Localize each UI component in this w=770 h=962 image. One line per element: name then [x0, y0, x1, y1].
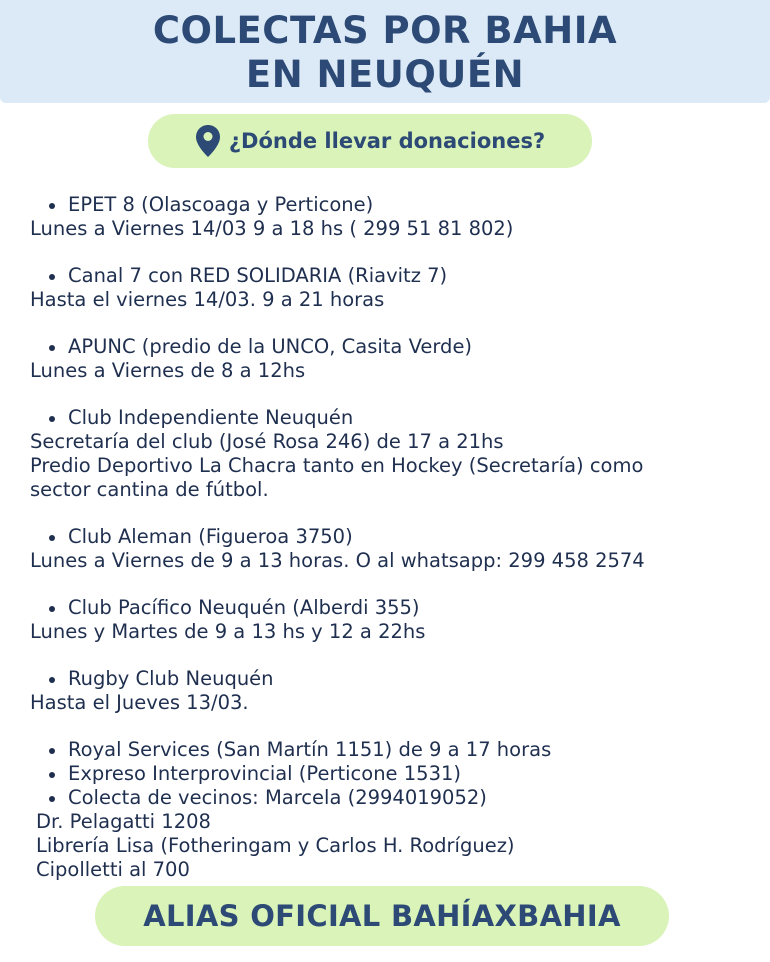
location-detail: Lunes a Viernes de 9 a 13 horas. O al whatsapp: 299 458 2574 [30, 549, 645, 572]
location-detail: Predio Deportivo La Chacra tanto en Hockey (Secretaría) como [30, 454, 644, 477]
location-detail: Secretaría del club (José Rosa 246) de 17 a 21hs [30, 430, 504, 453]
location-detail: Lunes y Martes de 9 a 13 hs y 12 a 22hs [30, 620, 426, 643]
location-item [30, 525, 750, 573]
location-name: Club Aleman (Figueroa 3750) [30, 525, 750, 549]
location-detail: Cipolletti al 700 [36, 858, 190, 881]
location-item [30, 596, 750, 644]
location-item [30, 264, 750, 312]
location-detail: Lunes a Viernes de 8 a 12hs [30, 359, 306, 382]
location-item [30, 335, 750, 383]
alias-banner [95, 886, 669, 946]
page-title-line-2: EN NEUQUÉN [245, 53, 525, 96]
location-name: Canal 7 con RED SOLIDARIA (Riavitz 7) [30, 264, 750, 288]
location-name: Club Pacífico Neuquén (Alberdi 355) [30, 596, 750, 620]
location-item [30, 667, 750, 715]
location-name: Colecta de vecinos: Marcela (2994019052) [30, 786, 750, 810]
location-name: APUNC (predio de la UNCO, Casita Verde) [30, 335, 750, 359]
final-group [30, 738, 750, 882]
location-name: Royal Services (San Martín 1151) de 9 a 17 horas [30, 738, 750, 762]
location-detail: Dr. Pelagatti 1208 [36, 810, 211, 833]
location-detail: Librería Lisa (Fotheringam y Carlos H. Rodríguez) [36, 834, 515, 857]
location-detail: sector cantina de fútbol. [30, 478, 269, 501]
header-banner [0, 0, 770, 103]
location-name: EPET 8 (Olascoaga y Perticone) [30, 193, 750, 217]
location-detail: Hasta el viernes 14/03. 9 a 21 horas [30, 288, 385, 311]
location-detail: Hasta el Jueves 13/03. [30, 691, 249, 714]
location-name: Club Independiente Neuquén [30, 406, 750, 430]
page-title-line-1: COLECTAS POR BAHIA [152, 9, 618, 52]
location-name: Expreso Interprovincial (Perticone 1531) [30, 762, 750, 786]
subtitle-text: ¿Dónde llevar donaciones? [228, 129, 546, 153]
locations-list [30, 193, 750, 882]
location-pin-icon [195, 124, 221, 158]
subtitle-pill [148, 114, 592, 168]
location-item [30, 193, 750, 241]
location-name: Rugby Club Neuquén [30, 667, 750, 691]
alias-text: ALIAS OFICIAL BAHÍAXBAHIA [143, 899, 621, 933]
location-detail: Lunes a Viernes 14/03 9 a 18 hs ( 299 51 81 802) [30, 217, 514, 240]
location-item [30, 406, 750, 502]
